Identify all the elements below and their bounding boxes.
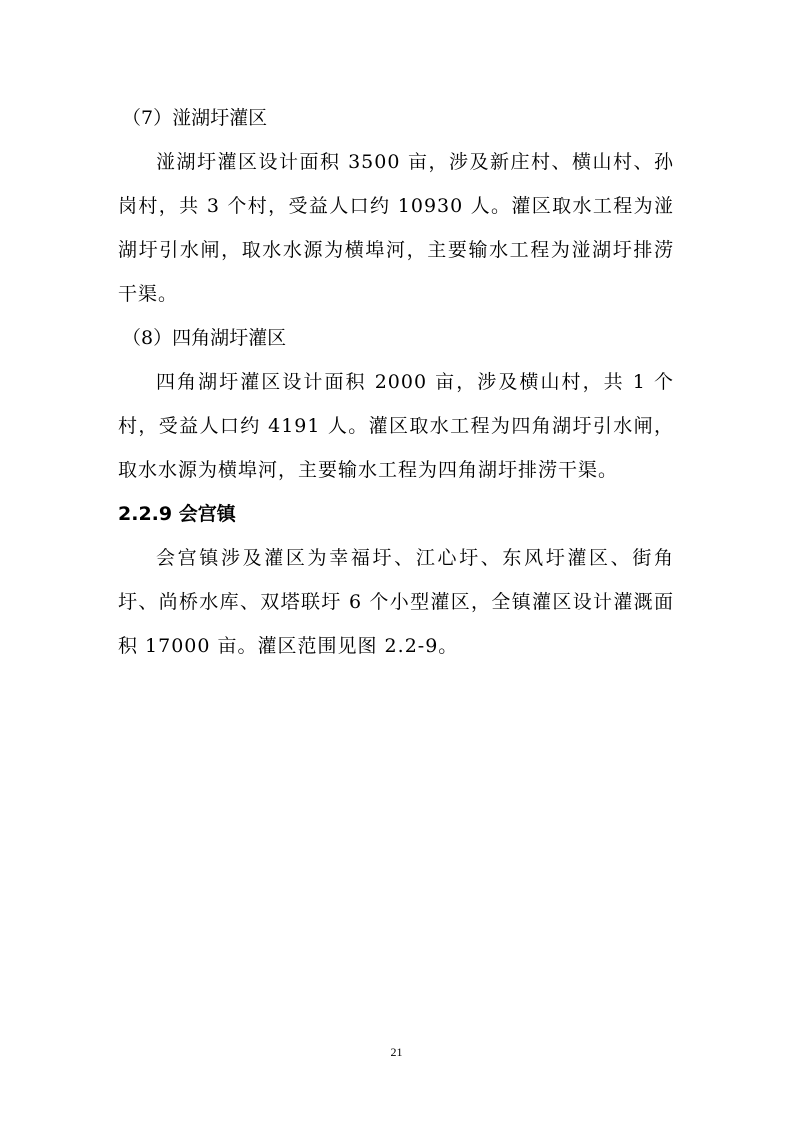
section-heading-huigong-town: 2.2.9 会宫镇: [118, 503, 236, 525]
subheading-banhu-irrigation-district: （7）湴湖圩灌区: [122, 107, 268, 129]
paragraph-sijiaohu-irrigation-district: 四角湖圩灌区设计面积 2000 亩，涉及横山村，共 1 个村，受益人口约 4191 人。灌区取水工程为四角湖圩引水闸，取水水源为横埠河，主要输水工程为四角湖圩排涝干渠。: [118, 371, 674, 481]
paragraph-banhu-irrigation-district: 湴湖圩灌区设计面积 3500 亩，涉及新庄村、横山村、孙岗村，共 3 个村，受益人口约 10930 人。灌区取水工程为湴湖圩引水闸，取水水源为横埠河，主要输水工程为湴湖圩排涝干渠。: [118, 151, 674, 305]
page-number: 21: [390, 1045, 403, 1059]
subheading-sijiaohu-irrigation-district: （8）四角湖圩灌区: [122, 327, 287, 349]
page-content: [118, 96, 674, 668]
paragraph-huigong-town: 会宫镇涉及灌区为幸福圩、江心圩、东风圩灌区、街角圩、尚桥水库、双塔联圩 6 个小型灌区，全镇灌区设计灌溉面积 17000 亩。灌区范围见图 2.2-9。: [118, 547, 674, 657]
